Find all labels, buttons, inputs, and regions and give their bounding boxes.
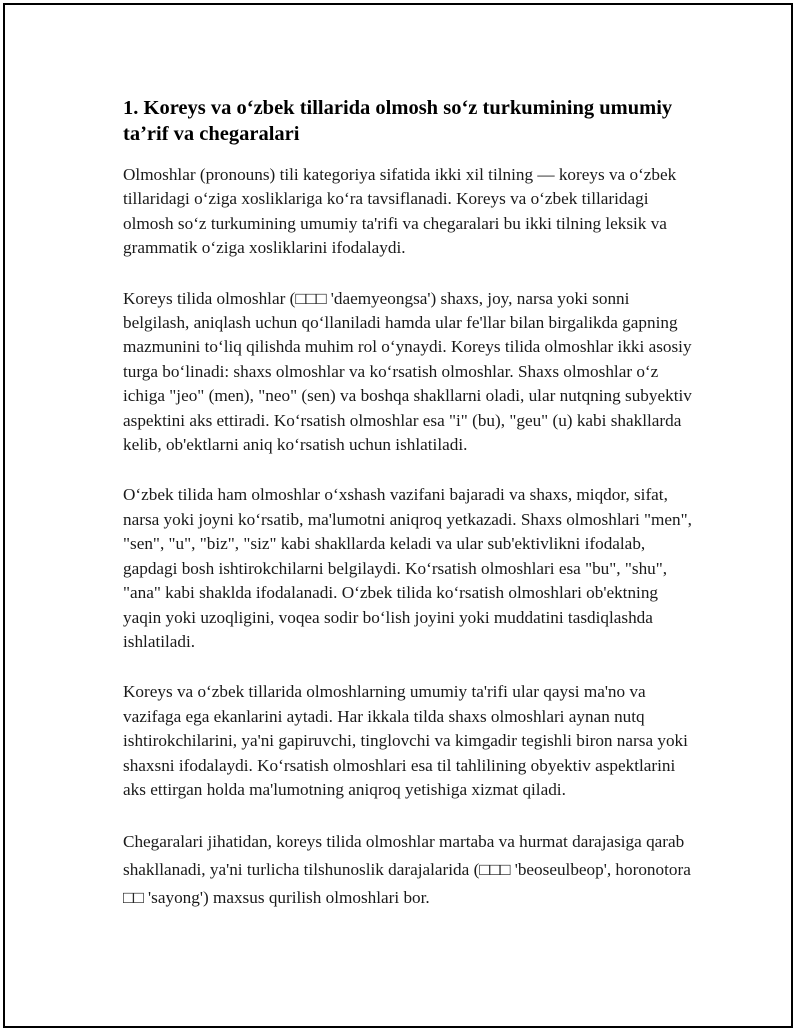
paragraph-korean-pronouns: Koreys tilida olmoshlar (□□□ 'daemyeongsa') shaxs, joy, narsa yoki sonni belgilash, aniqlash uchun qoʻllaniladi hamda ular fe'llar bilan birgalikda gapning mazmunini toʻliq qilishda muhim rol oʻynaydi. Koreys tilida olmoshlar ikki asosiy turga boʻlinadi: shaxs olmoshlar va koʻrsatish olmoshlar. Shaxs olmoshlar oʻz ichiga "jeo" (men), "neo" (sen) va boshqa shakllarni oladi, ular nutqning subyektiv aspektini aks ettiradi. Koʻrsatish olmoshlar esa "i" (bu), "geu" (u) kabi shakllarda kelib, ob'ektlarni aniq koʻrsatish uchun ishlatiladi. [123, 288, 692, 455]
document-title: 1. Koreys va oʻzbek tillarida olmosh soʻz turkumining umumiy taʼrif va chegaralari [123, 97, 673, 145]
paragraph-intro: Olmoshlar (pronouns) tili kategoriya sifatida ikki xil tilning — koreys va oʻzbek tillaridagi oʻziga xosliklariga koʻra tavsiflanadi. Koreys va oʻzbek tillaridagi olmosh soʻz turkumining umumiy ta'rifi va chegaralari bu ikki tilning leksik va grammatik oʻziga xosliklarini ifodalaydi. [123, 165, 677, 258]
paragraph-general-definition: Koreys va oʻzbek tillarida olmoshlarning umumiy ta'rifi ular qaysi ma'no va vazifaga ega ekanlarini aytadi. Har ikkala tilda shaxs olmoshlari aynan nutq ishtirokchilarini, ya'ni gapiruvchi, tinglovchi va kimgadir tegishli biron narsa yoki shaxsni ifodalaydi. Koʻrsatish olmoshlari esa til tahlilining obyektiv aspektlarini aks ettirgan holda ma'lumotning aniqroq yetishiga xizmat qiladi. [123, 682, 688, 799]
paragraph-uzbek-pronouns: Oʻzbek tilida ham olmoshlar oʻxshash vazifani bajaradi va shaxs, miqdor, sifat, narsa yoki joyni koʻrsatib, ma'lumotni aniqroq yetkazadi. Shaxs olmoshlari "men", "sen", "u", "biz", "siz" kabi shakllarda keladi va ular sub'ektivlikni ifodalab, gapdagi bosh ishtirokchilarni belgilaydi. Koʻrsatish olmoshlari esa "bu", "shu", "ana" kabi shaklda ifodalanadi. Oʻzbek tilida koʻrsatish olmoshlari ob'ektning yaqin yoki uzoqligini, voqea sodir boʻlish joyini yoki muddatini tasdiqlashda ishlatiladi. [123, 485, 692, 651]
paragraph-boundaries: Chegaralari jihatidan, koreys tilida olmoshlar martaba va hurmat darajasiga qarab shakllanadi, ya'ni turlicha tilshunoslik darajalarida (□□□ 'beoseulbeop', horonotora □□ 'sayong') maxsus qurilish olmoshlari bor. [123, 832, 691, 908]
page-frame [3, 3, 793, 1028]
page-content [123, 95, 693, 912]
